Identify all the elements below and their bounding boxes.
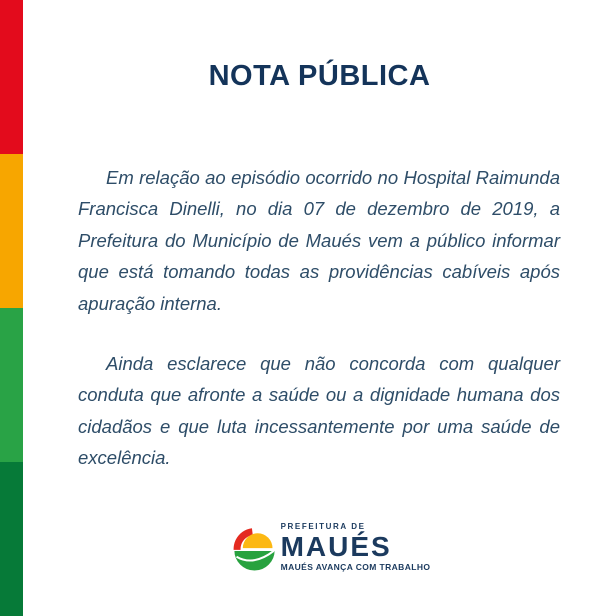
prefeitura-maues-logo	[46, 521, 616, 572]
notice-content	[23, 0, 616, 616]
text-line: Em relação ao episódio ocorrido no Hospital Raimunda	[106, 167, 560, 188]
maues-circle-logo-icon	[232, 527, 277, 572]
left-color-stripe	[0, 0, 23, 616]
stripe-dark-green	[0, 462, 23, 616]
text-line: cidadãos e que luta incessantemente por uma saúde de	[78, 415, 560, 437]
notice-body	[23, 162, 616, 474]
logo-city-name: MAUÉS	[280, 530, 392, 562]
text-line: apuração interna.	[78, 292, 222, 314]
text-line: Ainda esclarece que não concorda com qualquer	[106, 353, 560, 375]
logo-text-block	[281, 522, 431, 572]
page-title: NOTA PÚBLICA	[208, 60, 431, 92]
paragraph-1	[78, 162, 560, 319]
text-line: Francisca Dinelli, no dia 07 de dezembro de 2019, a	[78, 198, 560, 220]
logo-top-label: PREFEITURA DE	[280, 521, 366, 531]
text-line: excelência.	[78, 447, 171, 469]
text-line: que está tomando todas as providências cabíveis após	[78, 261, 560, 283]
stripe-green	[0, 308, 23, 462]
text-line: Prefeitura do Município de Maués vem a público informar	[78, 229, 560, 251]
stripe-red	[0, 0, 23, 154]
logo-tagline: MAUÉS AVANÇA COM TRABALHO	[280, 561, 431, 572]
stripe-orange	[0, 154, 23, 308]
text-line: conduta que afronte a saúde ou a dignidade humana dos	[78, 384, 560, 406]
paragraph-2	[78, 348, 560, 474]
